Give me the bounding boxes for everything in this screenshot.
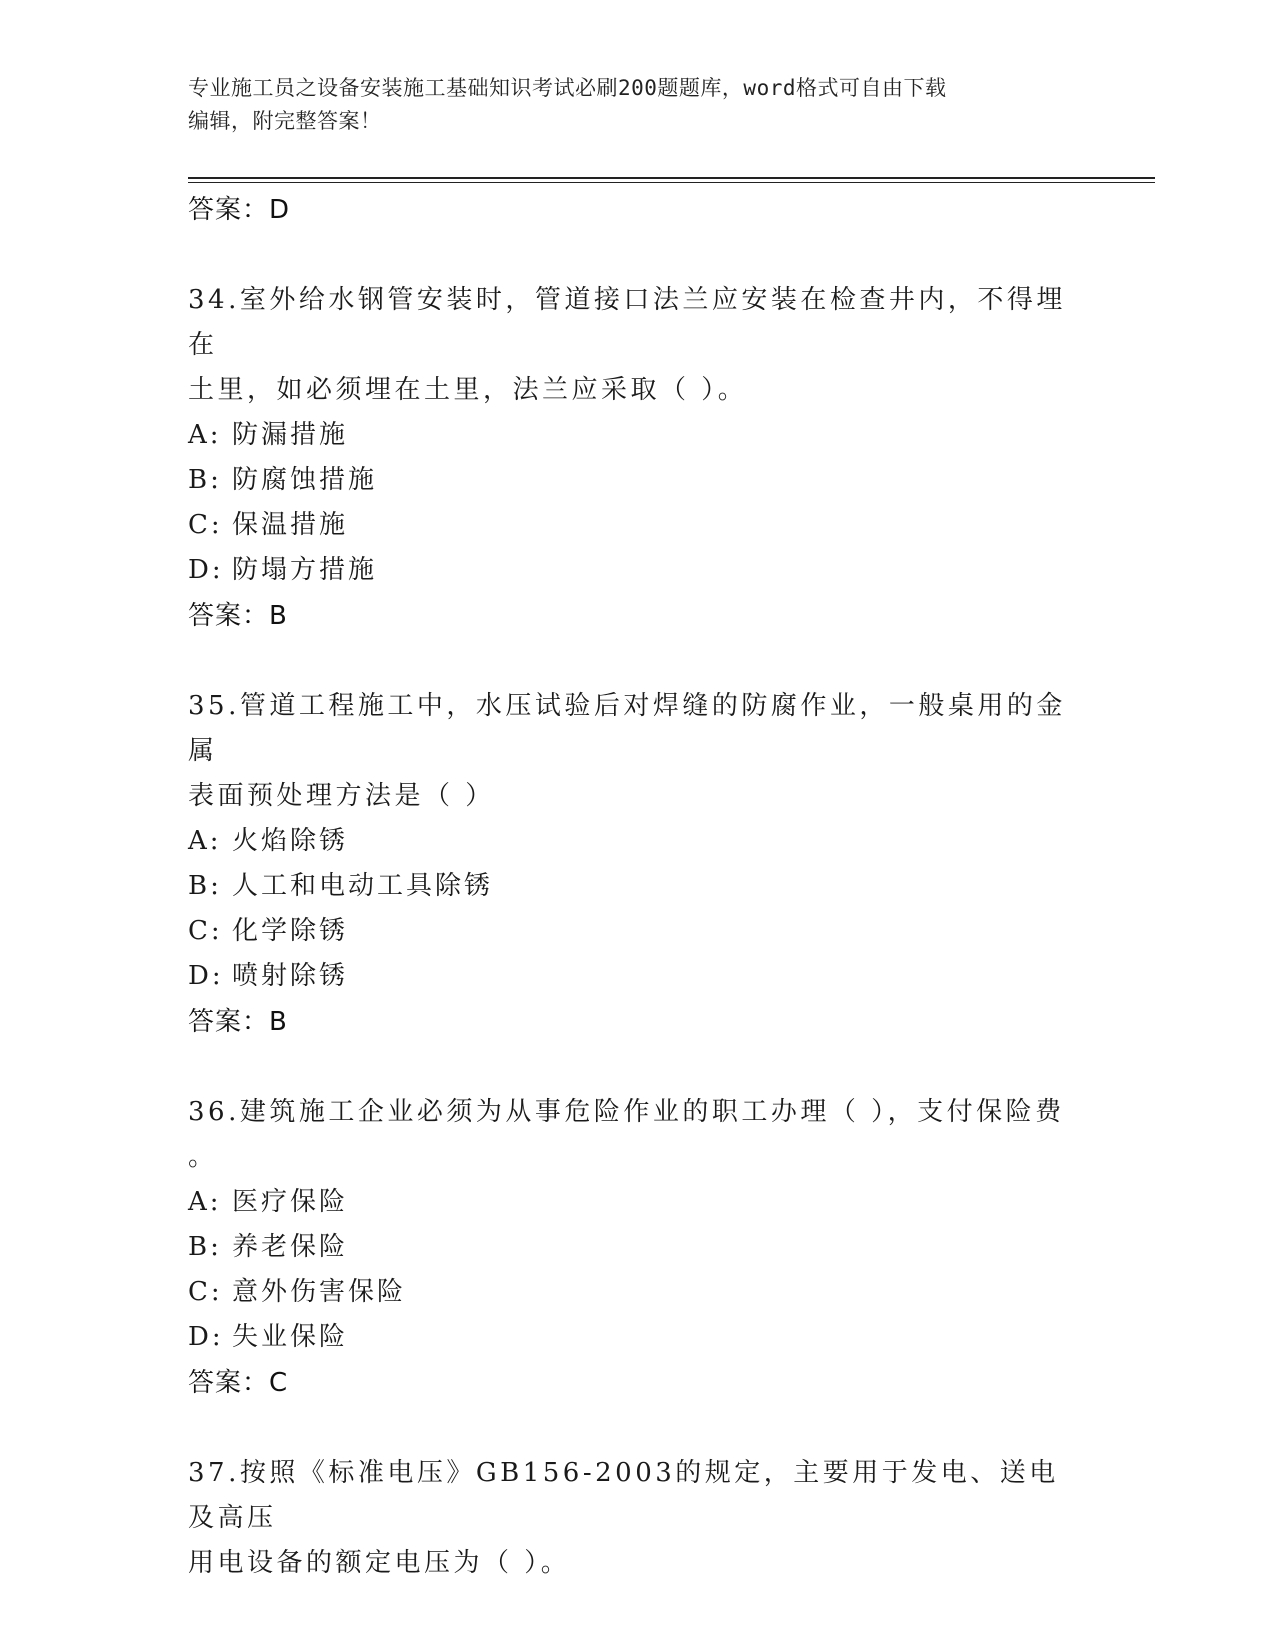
question-stem-line: 36.建筑施工企业必须为从事危险作业的职工办理（ ），支付保险费 [188,1097,1065,1127]
option-key: D: [188,961,224,991]
question-34 [188,278,1088,639]
question-stem [188,684,1068,819]
question-stem-line: 土里，如必须埋在土里，法兰应采取（ ）。 [188,375,748,405]
option-c [188,909,1088,954]
option-key: B: [188,1232,222,1262]
question-stem [188,1451,1068,1586]
option-a [188,819,1088,864]
answer-line: 答案：C [188,1368,289,1398]
question-stem [188,278,1068,413]
option-b [188,458,1088,503]
option-text: 意外伤害保险 [232,1277,407,1307]
option-key: C: [188,1277,223,1307]
question-stem-line: 表面预处理方法是（ ） [188,781,495,811]
option-key: D: [188,555,224,585]
option-text: 保温措施 [232,510,349,540]
question-36 [188,1090,1088,1406]
question-stem [188,1090,1068,1180]
option-b [188,1225,1088,1270]
option-key: A: [188,420,222,450]
header-divider-thick [188,177,1155,179]
answer-line: 答案：B [188,601,288,631]
question-stem-line: 用电设备的额定电压为（ ）。 [188,1548,571,1578]
question-stem-line: 。 [188,1142,218,1172]
option-key: B: [188,871,222,901]
option-text: 人工和电动工具除锈 [232,871,494,901]
header-line-2: 编辑，附完整答案！ [188,109,382,133]
header-line-1: 专业施工员之设备安装施工基础知识考试必刷200题题库，word格式可自由下载 [188,76,947,100]
option-d [188,548,1088,593]
option-key: C: [188,510,223,540]
option-c [188,503,1088,548]
option-key: A: [188,826,222,856]
option-text: 防塌方措施 [232,555,378,585]
option-text: 防漏措施 [232,420,349,450]
option-text: 喷射除锈 [232,961,349,991]
option-key: B: [188,465,222,495]
option-text: 失业保险 [232,1322,349,1352]
option-text: 化学除锈 [232,916,349,946]
option-d [188,1315,1088,1360]
question-list [188,187,1088,1586]
option-b [188,864,1088,909]
question-37 [188,1451,1088,1586]
option-a [188,1180,1088,1225]
option-key: D: [188,1322,224,1352]
option-key: C: [188,916,223,946]
question-stem-line: 37.按照《标准电压》GB156-2003的规定，主要用于发电、送电及高压 [188,1458,1059,1533]
option-text: 养老保险 [232,1232,349,1262]
answer-line: 答案：D [188,195,291,225]
answer-line: 答案：B [188,1007,288,1037]
question-stem-line: 34.室外给水钢管安装时，管道接口法兰应安装在检查井内，不得埋在 [188,285,1066,360]
option-text: 医疗保险 [232,1187,349,1217]
page-header [188,72,1068,138]
question-35 [188,684,1088,1045]
option-key: A: [188,1187,222,1217]
option-d [188,954,1088,999]
option-a [188,413,1088,458]
option-c [188,1270,1088,1315]
option-text: 防腐蚀措施 [232,465,378,495]
header-divider-thin [188,182,1155,183]
option-text: 火焰除锈 [232,826,349,856]
question-stem-line: 35.管道工程施工中，水压试验后对焊缝的防腐作业，一般桌用的金属 [188,691,1066,766]
